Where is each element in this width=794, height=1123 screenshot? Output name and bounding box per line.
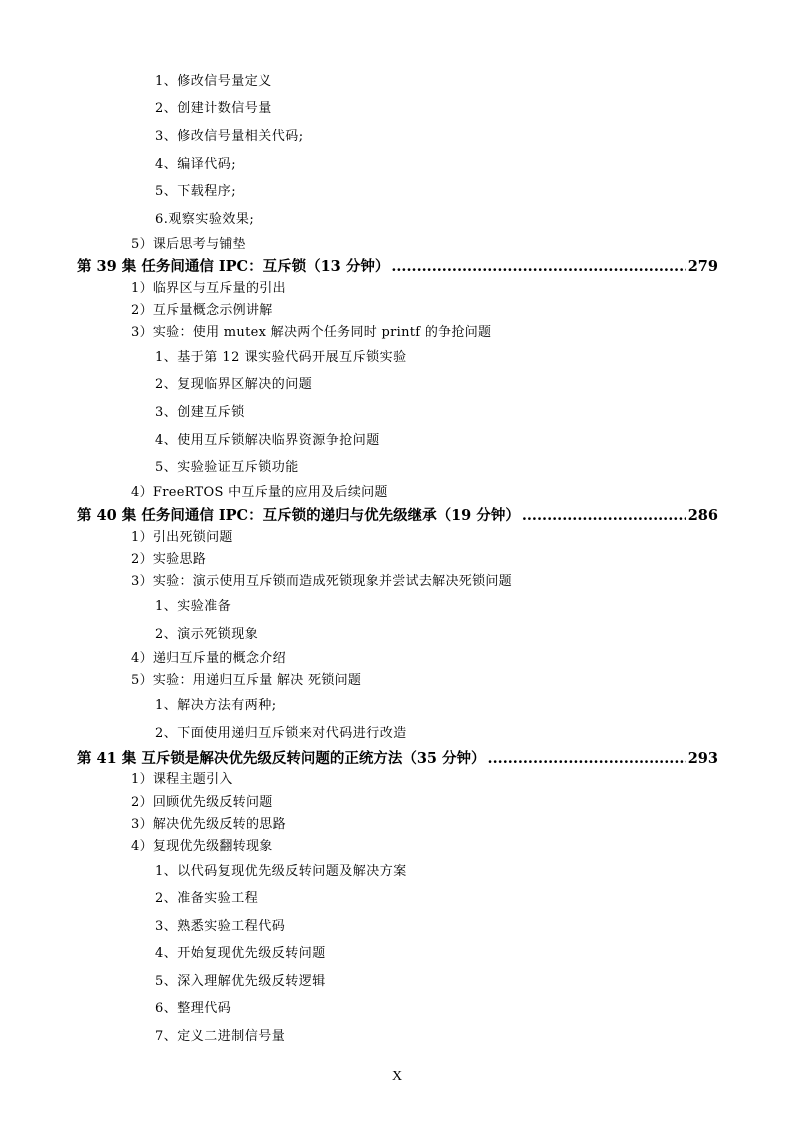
toc-subsection-item: 4、编译代码; bbox=[155, 157, 237, 172]
toc-section-item: 1）引出死锁问题 bbox=[131, 530, 233, 545]
chapter-title: 第 41 集 互斥锁是解决优先级反转问题的正统方法（35 分钟） bbox=[77, 750, 486, 767]
toc-section-item: 5）课后思考与铺垫 bbox=[131, 237, 246, 252]
toc-section-item: 4）复现优先级翻转现象 bbox=[131, 839, 273, 854]
toc-chapter-entry[interactable] bbox=[77, 507, 718, 525]
toc-section-item: 1）课程主题引入 bbox=[131, 772, 233, 787]
page-number: X bbox=[391, 1069, 403, 1084]
toc-subsection-item: 5、下载程序; bbox=[155, 184, 237, 199]
chapter-page-number: 293 bbox=[687, 750, 718, 767]
toc-subsection-item: 6.观察实验效果; bbox=[155, 212, 255, 227]
toc-section-item: 1）临界区与互斥量的引出 bbox=[131, 281, 286, 296]
chapter-title: 第 39 集 任务间通信 IPC：互斥锁（13 分钟） bbox=[77, 258, 390, 275]
toc-chapter-entry[interactable] bbox=[77, 750, 718, 768]
dot-leader bbox=[522, 507, 686, 525]
toc-section-item: 2）实验思路 bbox=[131, 552, 207, 567]
toc-section-item: 3）解决优先级反转的思路 bbox=[131, 817, 286, 832]
toc-subsection-item: 5、实验验证互斥锁功能 bbox=[155, 460, 299, 475]
toc-subsection-item: 1、实验准备 bbox=[155, 599, 232, 614]
toc-subsection-item: 4、使用互斥锁解决临界资源争抢问题 bbox=[155, 433, 380, 448]
toc-section-item: 2）回顾优先级反转问题 bbox=[131, 795, 273, 810]
toc-section-item: 3）实验：演示使用互斥锁而造成死锁现象并尝试去解决死锁问题 bbox=[131, 574, 512, 589]
toc-subsection-item: 2、演示死锁现象 bbox=[155, 627, 259, 642]
toc-subsection-item: 2、下面使用递归互斥锁来对代码进行改造 bbox=[155, 726, 407, 741]
toc-subsection-item: 3、熟悉实验工程代码 bbox=[155, 919, 286, 934]
toc-subsection-item: 1、修改信号量定义 bbox=[155, 74, 272, 89]
toc-section-item: 2）互斥量概念示例讲解 bbox=[131, 303, 273, 318]
toc-subsection-item: 3、创建互斥锁 bbox=[155, 405, 245, 420]
chapter-page-number: 279 bbox=[687, 258, 718, 275]
toc-subsection-item: 4、开始复现优先级反转问题 bbox=[155, 946, 326, 961]
toc-subsection-item: 5、深入理解优先级反转逻辑 bbox=[155, 974, 326, 989]
toc-chapter-entry[interactable] bbox=[77, 258, 718, 276]
toc-subsection-item: 6、整理代码 bbox=[155, 1001, 232, 1016]
toc-section-item: 4）递归互斥量的概念介绍 bbox=[131, 651, 286, 666]
chapter-title: 第 40 集 任务间通信 IPC：互斥锁的递归与优先级继承（19 分钟） bbox=[77, 507, 520, 524]
toc-section-item: 4）FreeRTOS 中互斥量的应用及后续问题 bbox=[131, 485, 388, 500]
chapter-page-number: 286 bbox=[687, 507, 718, 524]
toc-subsection-item: 2、复现临界区解决的问题 bbox=[155, 377, 313, 392]
dot-leader bbox=[391, 258, 685, 276]
toc-subsection-item: 1、解决方法有两种; bbox=[155, 698, 277, 713]
toc-section-item: 5）实验：用递归互斥量 解决 死锁问题 bbox=[131, 673, 362, 688]
toc-subsection-item: 3、修改信号量相关代码; bbox=[155, 129, 304, 144]
toc-subsection-item: 7、定义二进制信号量 bbox=[155, 1029, 286, 1044]
toc-subsection-item: 2、创建计数信号量 bbox=[155, 101, 272, 116]
toc-subsection-item: 2、准备实验工程 bbox=[155, 891, 259, 906]
toc-subsection-item: 1、以代码复现优先级反转问题及解决方案 bbox=[155, 864, 407, 879]
toc-section-item: 3）实验：使用 mutex 解决两个任务同时 printf 的争抢问题 bbox=[131, 325, 492, 340]
toc-subsection-item: 1、基于第 12 课实验代码开展互斥锁实验 bbox=[155, 350, 407, 365]
dot-leader bbox=[488, 750, 686, 768]
